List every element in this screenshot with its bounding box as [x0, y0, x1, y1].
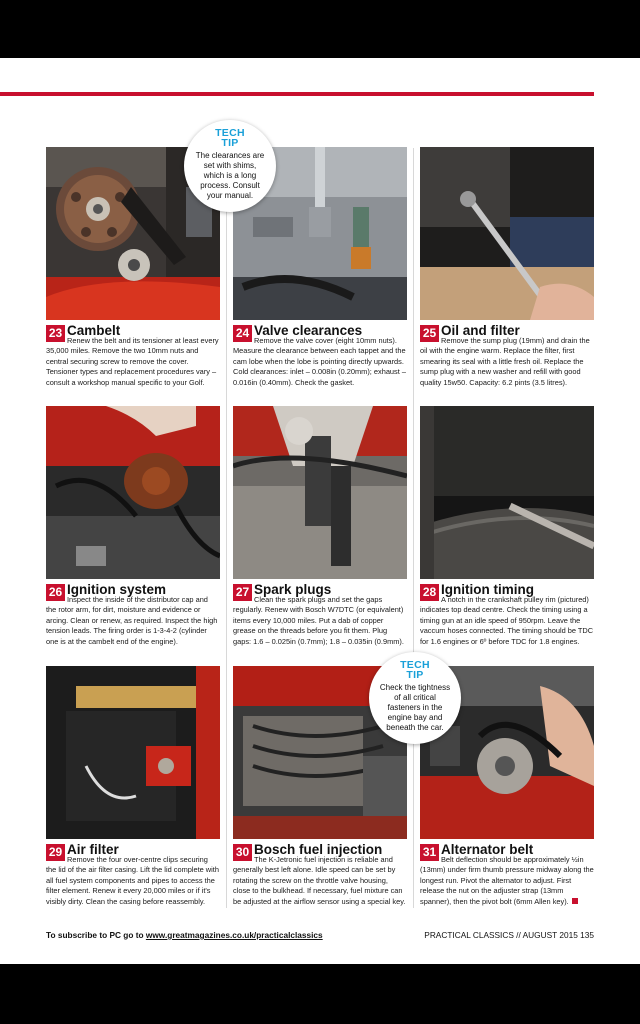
step-number-badge: 26	[46, 584, 65, 601]
step-number-badge: 30	[233, 844, 252, 861]
step-caption	[46, 842, 220, 907]
folio	[424, 930, 594, 940]
step-body: Remove the valve cover (eight 10mm nuts). Measure the clearance between each tappet and the cam lobe when the lobe is pointing directly upwards. Cold clearances: inlet – 0.008in (0.20mm); exhaust – 0.016in (0.40mm). Check the gasket.	[233, 336, 406, 387]
spark-plugs-photo	[233, 406, 407, 579]
tech-tip-heading-line: TECH	[215, 127, 245, 139]
step-body: Remove the sump plug (19mm) and drain the oil with the engine warm. Replace the filter, first smearing its seal with a little fresh oil. Replace the sump plug with a new washer and refill with good quality 15w50. Capacity: 6.2 pints (3.5 litres).	[420, 336, 590, 387]
magazine-issue: PRACTICAL CLASSICS // AUGUST 2015	[424, 930, 578, 940]
step-title: Bosch fuel injection	[254, 842, 383, 857]
step-number-badge: 27	[233, 584, 252, 601]
step-title: Ignition system	[67, 582, 167, 597]
column-divider	[226, 148, 227, 908]
step-caption	[420, 582, 594, 647]
article-end-mark	[572, 898, 578, 904]
page-number: 135	[580, 930, 594, 940]
step-caption	[233, 582, 407, 647]
step-caption	[233, 842, 407, 907]
step-title: Alternator belt	[441, 842, 534, 857]
tech-tip-bubble-1	[184, 120, 276, 212]
step-number-badge: 23	[46, 325, 65, 342]
step-body-text: Belt deflection should be approximately ½in (13mm) under firm thumb pressure midway along the longest run. Pivot the alternator to adjust. First release the nut on the adjuster strap (13mm spanner), then the pivot bolt (6mm Allen key).	[420, 855, 594, 906]
step-body: Remove the four over-centre clips securing the lid of the air filter casing. Lift the lid complete with all fuel system components and pipes to access the filter element. Renew it every 20,000 miles or if it's visibly dirty. Clean the casing before reassembly.	[46, 855, 219, 906]
step-number-badge: 24	[233, 325, 252, 342]
step-number-badge: 31	[420, 844, 439, 861]
tech-tip-heading	[184, 128, 276, 148]
tech-tip-text: The clearances are set with shims, which is a long process. Consult your manual.	[195, 151, 265, 200]
step-caption	[46, 323, 220, 388]
air-filter-photo	[46, 666, 220, 839]
step-body: The K-Jetronic fuel injection is reliable and generally best left alone. Idle speed can be set by rotating the screw on the throttle valve housing, close to the bulkhead. If necessary, fuel mixture can be adjusted at the airflow sensor using a special key.	[233, 855, 406, 906]
step-title: Ignition timing	[441, 582, 534, 597]
step-caption	[420, 842, 594, 907]
step-body: Inspect the inside of the distributor cap and the rotor arm, for dirt, moisture and evidence or arcing. Clean or renew, as required. Inspect the high tension leads. The firing order is 1-3-4-2 (cylinder one is at the cambelt end of the engine).	[46, 595, 218, 646]
step-title: Cambelt	[67, 323, 121, 338]
subscribe-line	[46, 930, 323, 940]
tech-tip-heading-line: TECH	[400, 659, 430, 671]
column-divider	[413, 148, 414, 908]
subscribe-link[interactable]: www.greatmagazines.co.uk/practicalclassics	[145, 930, 323, 940]
step-title: Spark plugs	[254, 582, 332, 597]
step-caption	[46, 582, 220, 647]
ignition-timing-photo	[420, 406, 594, 579]
step-title: Valve clearances	[254, 323, 363, 338]
tech-tip-heading-line: TIP	[221, 137, 239, 149]
header-red-rule	[0, 92, 594, 96]
step-body: A notch in the crankshaft pulley rim (pictured) indicates top dead centre. Check the timing using a timing gun at an idle speed of 950rpm. Leave the vaccum hoses connected. The timing should be TDC for 1.6 engines or 6º before TDC for 1.8 engines.	[420, 595, 594, 646]
step-number-badge: 28	[420, 584, 439, 601]
tech-tip-heading	[369, 660, 461, 680]
tech-tip-heading-line: TIP	[406, 669, 424, 681]
magazine-page	[0, 58, 640, 964]
tech-tip-bubble-2	[369, 652, 461, 744]
step-caption	[420, 323, 594, 388]
ignition-system-photo	[46, 406, 220, 579]
step-body: Clean the spark plugs and set the gaps regularly. Renew with Bosch W7DTC (or equivalent) items every 10,000 miles. Put a dab of copper grease on the threads before you fit them. Plug gaps: 1.6 – 0.025in (0.7mm); 1.8 – 0.035in (0.9mm).	[233, 595, 404, 646]
step-title: Air filter	[67, 842, 119, 857]
step-number-badge: 29	[46, 844, 65, 861]
step-caption	[233, 323, 407, 388]
step-title: Oil and filter	[441, 323, 520, 338]
tech-tip-text: Check the tightness of all critical fasteners in the engine bay and beneath the car.	[379, 683, 451, 732]
oil-and-filter-photo	[420, 147, 594, 320]
step-number-badge: 25	[420, 325, 439, 342]
step-body: Renew the belt and its tensioner at least every 35,000 miles. Remove the two 10mm nuts and central securing screw to remove the cover. Tensioner types and replacement procedures vary – consult a workshop manual specific to your Golf.	[46, 336, 219, 387]
subscribe-prefix: To subscribe to PC go to	[46, 930, 144, 940]
